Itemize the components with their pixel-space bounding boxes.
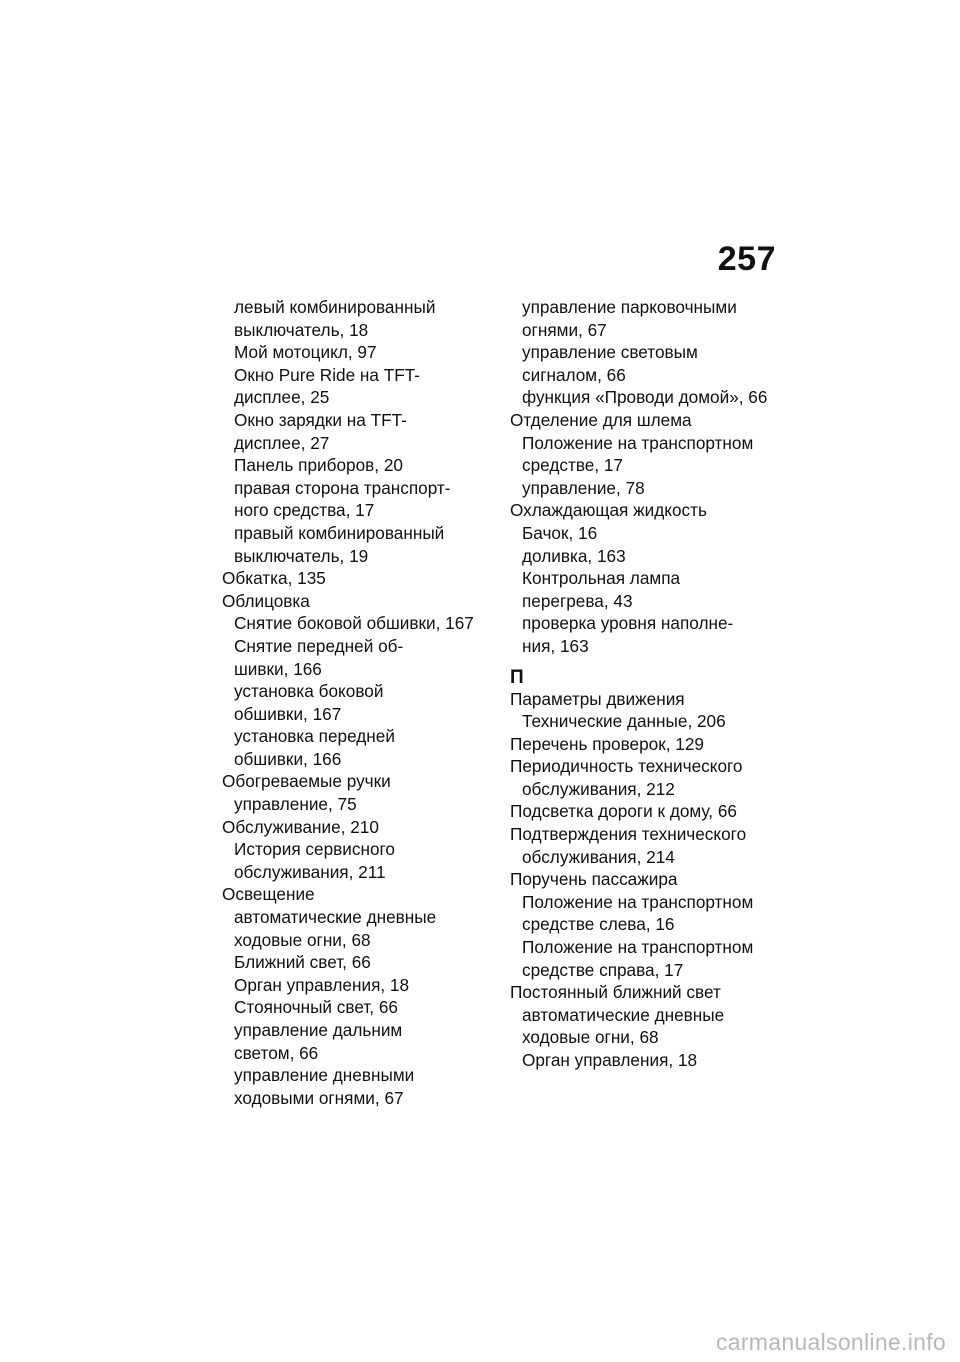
index-entry: Периодичность технического	[510, 756, 743, 777]
index-subentry: управление световым	[522, 342, 698, 363]
index-entry: Параметры движения	[510, 688, 685, 709]
index-entry: Облицовка	[222, 590, 310, 611]
index-subentry: выключатель, 19	[234, 545, 369, 566]
index-subentry: ного средства, 17	[234, 500, 375, 521]
index-subentry: проверка уровня наполне-	[522, 613, 734, 634]
index-subentry: Положение на транспортном	[522, 937, 754, 958]
index-subentry: левый комбинированный	[234, 297, 436, 317]
index-subentry: средстве, 17	[522, 455, 623, 476]
index-entry: Поручень пассажира	[510, 869, 678, 890]
index-subentry: Положение на транспортном	[522, 432, 754, 453]
index-subentry: обслуживания, 211	[234, 861, 386, 882]
index-subentry: перегрева, 43	[522, 590, 633, 611]
index-section-letter: П	[510, 666, 524, 688]
index-subentry: ходовые огни, 68	[522, 1027, 659, 1048]
index-subentry: обслуживания, 214	[522, 846, 675, 867]
index-entry: Обкатка, 135	[222, 568, 326, 589]
index-subentry: Мой мотоцикл, 97	[234, 342, 377, 363]
index-subentry: доливка, 163	[522, 545, 626, 566]
index-subentry: дисплее, 27	[234, 432, 330, 453]
index-entry: Обслуживание, 210	[222, 816, 379, 837]
index-subentry: правая сторона транспорт-	[234, 477, 451, 498]
index-entry: Подтверждения технического	[510, 824, 747, 845]
index-subentry: управление, 78	[522, 477, 645, 498]
index-subentry: светом, 66	[234, 1042, 319, 1063]
index-subentry: Снятие боковой обшивки, 167	[234, 613, 474, 634]
index-subentry: Стояночный свет, 66	[234, 997, 398, 1018]
index-subentry: Бачок, 16	[522, 522, 598, 543]
index-subentry: ния, 163	[522, 635, 589, 656]
index-subentry: правый комбинированный	[234, 522, 445, 543]
index-subentry: ходовыми огнями, 67	[234, 1087, 404, 1108]
index-column-right	[510, 296, 785, 1072]
index-subentry: управление, 75	[234, 794, 357, 815]
index-entry: Постоянный ближний свет	[510, 982, 721, 1003]
index-subentry: Контрольная лампа	[522, 568, 681, 589]
index-column-left	[222, 296, 498, 1109]
watermark[interactable]: carmanualsonline.info	[715, 1329, 946, 1355]
index-entry: Отделение для шлема	[510, 409, 692, 430]
index-subentry: Орган управления, 18	[234, 974, 410, 995]
index-subentry: сигналом, 66	[522, 364, 626, 385]
index-entry: Освещение	[222, 884, 315, 905]
index-subentry: обслуживания, 212	[522, 778, 675, 799]
index-entry: Обогреваемые ручки	[222, 771, 391, 792]
index-subentry: История сервисного	[234, 839, 395, 860]
index-entry: Охлаждающая жидкость	[510, 500, 707, 521]
index-subentry: установка боковой	[234, 681, 384, 702]
index-subentry: функция «Проводи домой», 66	[522, 387, 768, 408]
index-subentry: Панель приборов, 20	[234, 455, 403, 476]
index-subentry: Технические данные, 206	[522, 711, 726, 732]
index-subentry: средстве справа, 17	[522, 959, 684, 980]
index-subentry: управление дневными	[234, 1065, 415, 1086]
index-subentry: управление парковочными	[522, 297, 737, 317]
index-entry: Подсветка дороги к дому, 66	[510, 801, 737, 822]
index-subentry: установка передней	[234, 726, 395, 747]
index-subentry: огнями, 67	[522, 319, 607, 340]
index-subentry: автоматические дневные	[522, 1004, 725, 1025]
index-subentry: обшивки, 166	[234, 748, 342, 769]
index-subentry: автоматические дневные	[234, 907, 437, 928]
index-subentry: шивки, 166	[234, 658, 322, 679]
index-subentry: Положение на транспортном	[522, 891, 754, 912]
index-subentry: Ближний свет, 66	[234, 952, 371, 973]
index-subentry: средстве слева, 16	[522, 914, 675, 935]
index-subentry: обшивки, 167	[234, 703, 342, 724]
index-subentry: ходовые огни, 68	[234, 929, 371, 950]
index-subentry: Орган управления, 18	[522, 1050, 698, 1070]
index-subentry: выключатель, 18	[234, 319, 369, 340]
index-subentry: Снятие передней об-	[234, 635, 404, 656]
page-number: 257	[717, 240, 776, 278]
index-subentry: Окно Pure Ride на TFT-	[234, 364, 421, 385]
index-entry: Перечень проверок, 129	[510, 733, 704, 754]
index-subentry: дисплее, 25	[234, 387, 330, 408]
index-subentry: управление дальним	[234, 1020, 403, 1040]
index-subentry: Окно зарядки на TFT-	[234, 409, 407, 430]
